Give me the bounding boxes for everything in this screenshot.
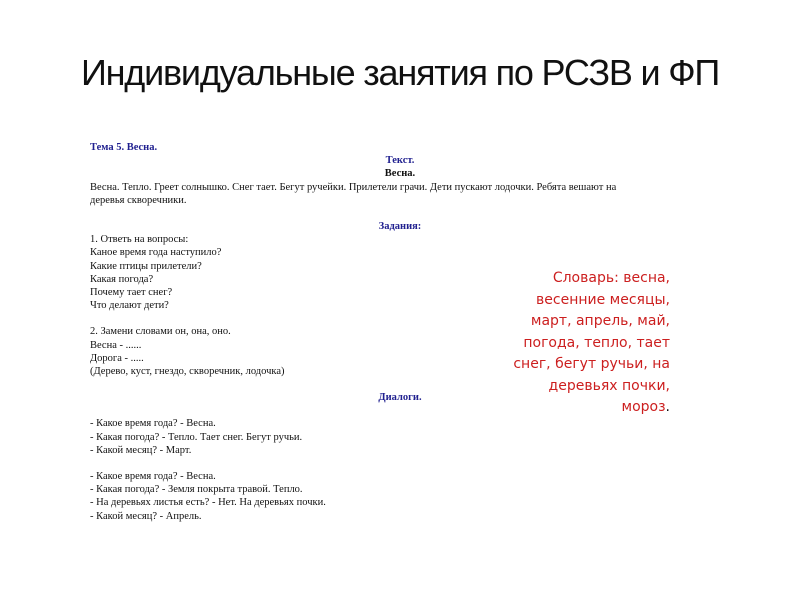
task-line: Какие птицы прилетели? <box>90 260 202 272</box>
dialogue-line: - Какое время года? - Весна. <box>90 418 216 430</box>
dialogue-line: - Какой месяц? - Март. <box>90 444 192 456</box>
topic-heading: Тема 5. Весна. <box>90 142 158 153</box>
task-line: Почему тает снег? <box>90 287 173 299</box>
vocabulary-box <box>486 268 670 419</box>
dialogue-line: - Какой месяц? - Апрель. <box>90 510 202 522</box>
task-line: Дорога - ..... <box>90 352 144 364</box>
dialogues-heading: Диалоги. <box>378 392 422 404</box>
vocabulary-line: деревьях почки, <box>548 377 670 394</box>
dialogue-line: - Какое время года? - Весна. <box>90 471 216 483</box>
text-line: деревья скворечники. <box>90 194 187 206</box>
vocabulary-last-line <box>486 397 670 419</box>
task-line: Весна - ...... <box>90 339 142 351</box>
tasks-heading: Задания: <box>378 221 422 233</box>
vocabulary-line: погода, тепло, тает <box>523 334 670 351</box>
text-title: Весна. <box>384 168 416 180</box>
task-line: Каное время года наступило? <box>90 247 222 259</box>
vocabulary-period: . <box>665 399 670 415</box>
vocabulary-line: Словарь: весна, <box>552 270 670 286</box>
vocabulary-line: весенние месяцы, <box>536 291 670 308</box>
slide-title: Индивидуальные занятия по РСЗВ и ФП <box>80 52 720 93</box>
dialogue-line: - На деревьях листья есть? - Нет. На деревьях почки. <box>90 497 326 509</box>
vocabulary-line: мороз <box>621 399 666 415</box>
vocabulary-line: март, апрель, май, <box>530 313 670 329</box>
dialogue-line: - Какая погода? - Земля покрыта травой. Тепло. <box>90 484 303 496</box>
task-line: 2. Замени словами он, она, оно. <box>90 326 231 338</box>
dialogue-line: - Какая погода? - Тепло. Тает снег. Бегут ручьи. <box>90 431 303 443</box>
vocabulary-line: снег, бегут ручьи, на <box>513 356 670 372</box>
task-line: (Дерево, куст, гнездо, скворечник, лодочка) <box>90 366 285 378</box>
text-heading: Текст. <box>385 155 415 167</box>
task-line: Что делают дети? <box>90 300 169 312</box>
task-line: Какая погода? <box>90 273 154 285</box>
task-line: 1. Ответь на вопросы: <box>90 234 189 246</box>
text-line: Весна. Тепло. Греет солнышко. Снег тает. Бегут ручейки. Прилетели грачи. Дети пускают лодочки. Ребята вешают на <box>90 181 617 193</box>
